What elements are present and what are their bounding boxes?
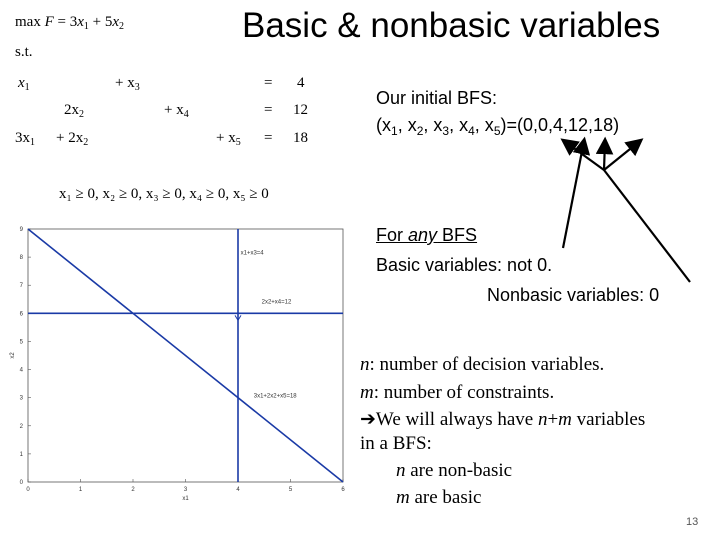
constraint-annotation: 3x1+2x2+x5=18: [253, 393, 297, 400]
arrow-right-icon: ➔: [360, 409, 376, 430]
feasible-region-chart: [8, 220, 348, 502]
x-tick-label: 1: [78, 487, 83, 493]
y-tick-label: 6: [19, 311, 23, 318]
bfs-label: Our initial BFS:: [376, 88, 498, 108]
n-definition: n: number of decision variables.: [360, 354, 605, 375]
y-tick-label: 5: [19, 339, 23, 346]
y-tick-label: 9: [19, 227, 23, 233]
bfs-vector: ($x_1$, $x_2$, $x_3$, $x_4$, $x_5)=(0,0,4,12,18)$: [376, 115, 620, 138]
y-tick-label: 1: [19, 451, 23, 458]
y-tick-label: 3: [19, 395, 23, 402]
in-a-bfs: in a BFS:: [360, 433, 432, 454]
x-tick-label: 6: [341, 487, 345, 493]
y-axis-label: x2: [10, 352, 16, 359]
constraint-annotation: x1+x3=4: [240, 250, 264, 257]
constraint-annotation: 2x2+x4=12: [261, 299, 292, 306]
nonbasic-variables-rule: Nonbasic variables: 0: [487, 285, 660, 305]
x-tick-label: 0: [26, 487, 30, 493]
subject-to-label: s.t.: [15, 44, 33, 60]
x-tick-label: 3: [183, 487, 188, 493]
arrow-to-x3: [563, 141, 584, 248]
x-tick-label: 2: [131, 487, 135, 493]
y-tick-label: 4: [19, 367, 23, 374]
basic-count: m are basic: [396, 487, 482, 508]
y-tick-label: 7: [19, 283, 23, 290]
x-tick-label: 5: [288, 487, 293, 493]
x-tick-label: 4: [236, 487, 240, 493]
nonnegativity-constraints: x₁ ≥ 0, x₂ ≥ 0, x₃ ≥ 0, x₄ ≥ 0, x₅ ≥ 0: [59, 186, 269, 202]
always-statement: ➔We will always have n+m variables: [360, 409, 646, 430]
y-tick-label: 0: [19, 480, 23, 486]
nonbasic-count: n are non-basic: [396, 460, 513, 481]
arrow-to-x4: [604, 141, 605, 170]
page-number: 13: [686, 516, 699, 528]
arrow-to-x5: [604, 141, 640, 170]
m-definition: m: number of constraints.: [360, 382, 555, 403]
y-tick-label: 8: [19, 255, 23, 262]
arrow-x-nonbasic: [604, 170, 690, 282]
slide-title: Basic & nonbasic variables: [242, 6, 661, 45]
objective-function: $\max F = 3x_1 + 5x_2$: [15, 14, 125, 32]
x-axis-label: x1: [182, 496, 189, 502]
for-any-bfs: For any BFS: [376, 225, 478, 245]
basic-variables-rule: Basic variables: not 0.: [376, 255, 553, 275]
y-tick-label: 2: [19, 423, 23, 430]
